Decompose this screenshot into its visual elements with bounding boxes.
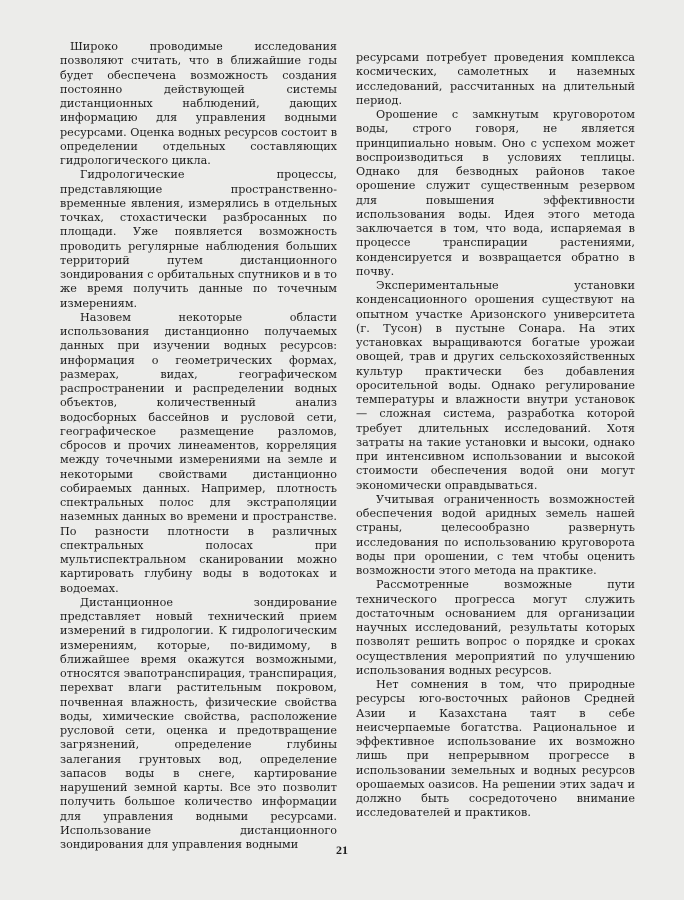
paragraph: Учитывая ограниченность возможностей обеспечения водой аридных земель нашей страны, целесообразно развернуть исследования по использованию круговорота воды при орошении, с тем чтобы оценить возможности этого метода на практике. [356,492,635,577]
right-text-column [356,51,635,821]
left-text-column [60,40,337,852]
paragraph: Нет сомнения в том, что природные ресурсы юго-восточных районов Средней Азии и Казахстана таят в себе неисчерпаемые богатства. Рациональное и эффективное использование их возможно лишь при непрерывном прогрессе в использовании земельных и водных ресурсов орошаемых оазисов. На решении этих задач и должно быть сосредоточено внимание исследователей и практиков. [356,678,635,820]
paragraph-continuation: ресурсами потребует проведения комплекса космических, самолетных и наземных исследований, рассчитанных на длительный период. [356,51,635,107]
paragraph: Экспериментальные установки конденсационного орошения существуют на опытном участке Аризонского университета (г. Тусон) в пустыне Сонара. На этих установках выращиваются богатые урожаи овощей, трав и других сельскохозяйственных культур практически без добавления оросительной воды. Однако регулирование температуры и влажности внутри установок — сложная система, разработка которой требует длительных исследований. Хотя затраты на такие установки и высоки, однако при интенсивном использовании и высокой стоимости обеспечения водой они могут экономически оправдываться. [356,279,635,492]
paragraph: Орошение с замкнутым круговоротом воды, строго говоря, не является принципиально новым. Оно с успехом может воспроизводиться в условиях теплицы. Однако для безводных районов такое орошение служит существенным резервом для повышения эффективности использования воды. Идея этого метода заключается в том, что вода, испаряемая в процессе транспирации растениями, конденсируется и возвращается обратно в почву. [356,108,635,278]
page-number: 21 [336,843,348,857]
paragraph: Широко проводимые исследования позволяют считать, что в ближайшие годы будет обеспечена возможность создания постоянно действующей системы дистанционных наблюдений, дающих информацию для управления водными ресурсами. Оценка водных ресурсов состоит в определении отдельных составляющих гидрологического цикла. [60,40,338,167]
paragraph: Гидрологические процессы, представляющие пространственно-временные явления, измерялись в отдельных точках, стохастически разбросанных по площади. Уже появляется возможность проводить регулярные наблюдения больших территорий путем дистанционного зондирования с орбитальных спутников и в то же время получить данные по точечным измерениям. [60,168,337,310]
paragraph: Назовем некоторые области использования дистанционно получаемых данных при изучении водных ресурсов: информация о геометрических формах, размерах, видах, географическом распространении и распределении водных объектов, количественный анализ водосборных бассейнов и русловой сети, географическое размещение разломов, сбросов и прочих линеаментов, корреляция между точечными измерениями на земле и некоторыми свойствами дистанционно собираемых данных. Например, плотность спектральных полос для экстраполяции наземных данных во времени и пространстве. По разности плотности в различных спектральных полосах при мультиспектральном сканировании можно картировать глубину воды в водотоках и водоемах. [60,310,337,595]
paragraph: Рассмотренные возможные пути технического прогресса могут служить достаточным основанием для организации научных исследований, результаты которых позволят решить вопрос о порядке и сроках осуществления мероприятий по улучшению использования водных ресурсов. [356,578,635,677]
paragraph: Дистанционное зондирование представляет новый технический прием измерений в гидрологии. К гидрологическим измерениям, которые, по-видимому, в ближайшее время окажутся возможными, относятся эвапотранспирация, транспирация, перехват влаги растительным покровом, почвенная влажность, физические свойства воды, химические свойства, расположение русловой сети, оценка и предотвращение загрязнений, определение глубины залегания грунтовых вод, определение запасов воды в снеге, картирование нарушений земной карты. Все это позволит получить большое количество информации для управления водными ресурсами. Использование дистанционного зондирования для управления водными [60,595,337,851]
